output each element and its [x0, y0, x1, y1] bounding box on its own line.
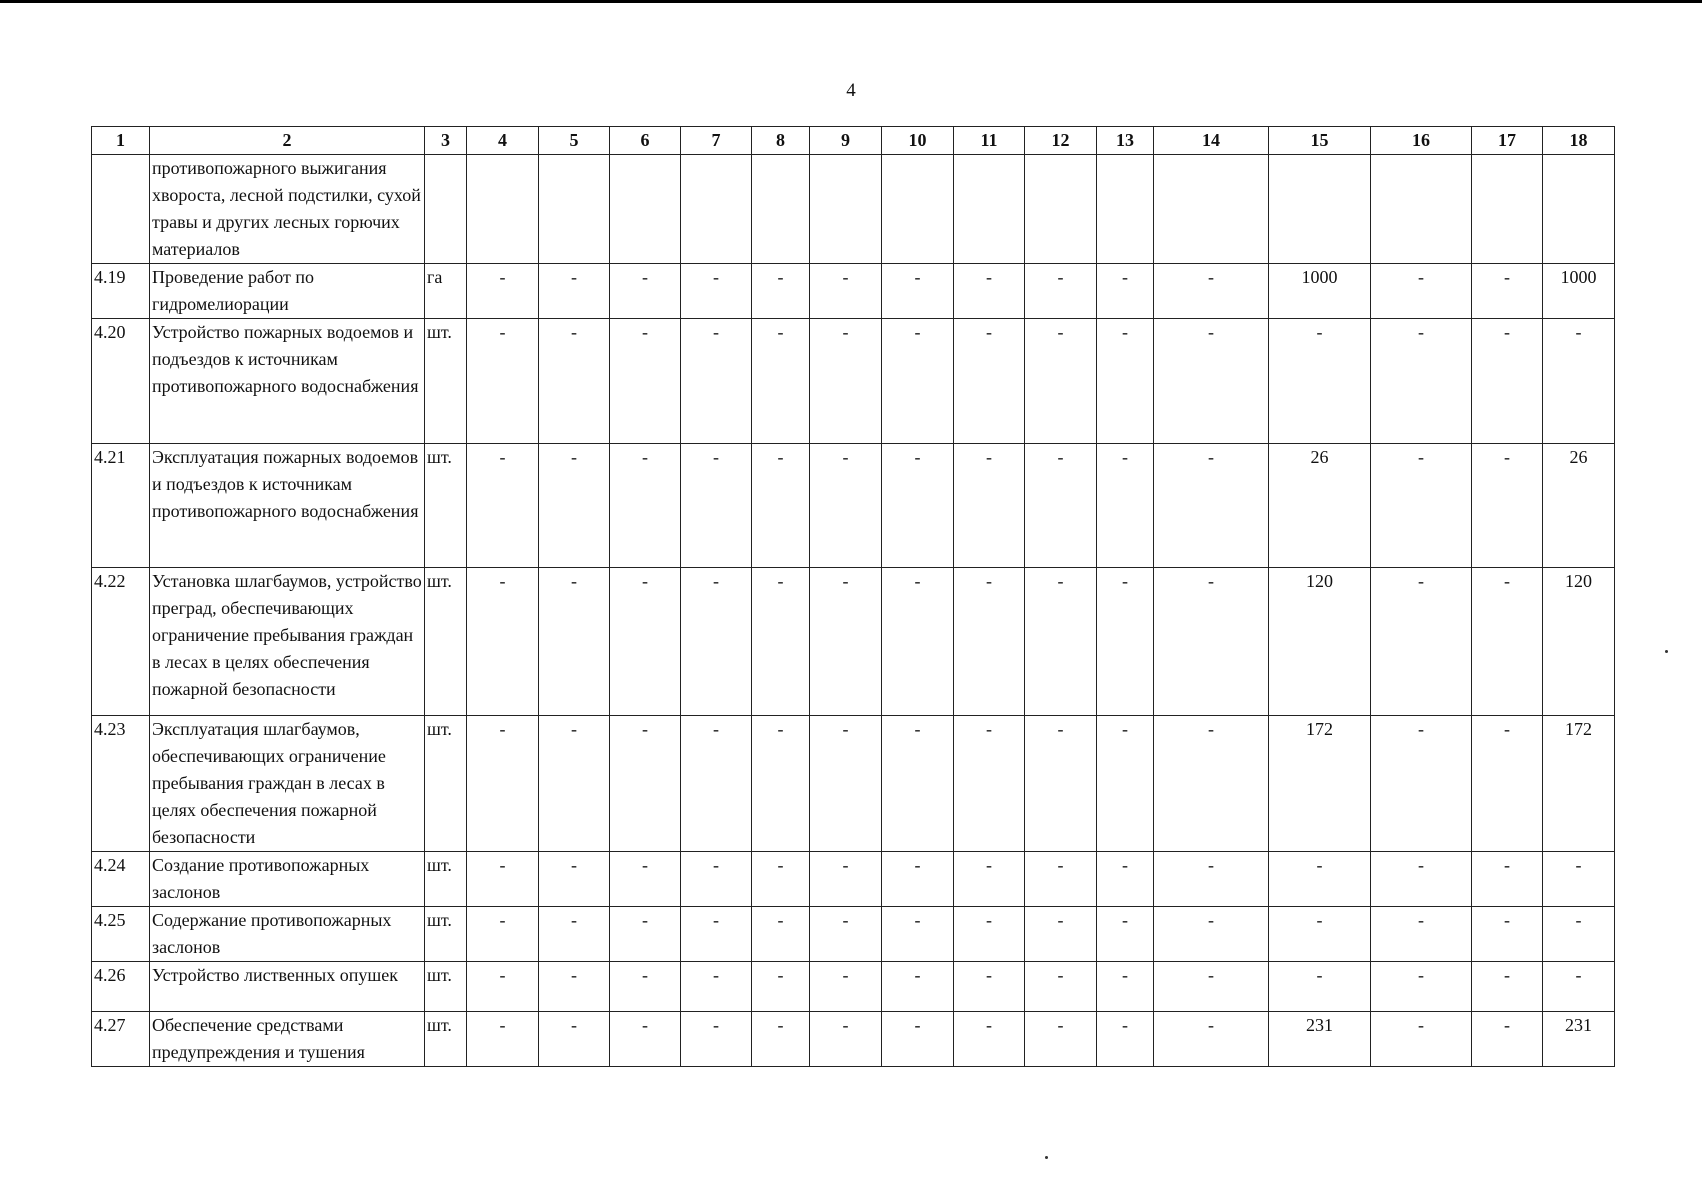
- value-cell-col-18: 231: [1543, 1012, 1615, 1067]
- value-cell-col-7: -: [681, 716, 752, 852]
- table-row: [92, 264, 1615, 319]
- value-cell-col-5: -: [539, 568, 610, 716]
- value-cell-col-4: [467, 155, 539, 264]
- value-cell-col-17: -: [1472, 319, 1543, 444]
- row-number: 4.26: [92, 962, 150, 1012]
- value-cell-col-5: -: [539, 962, 610, 1012]
- value-cell-col-9: -: [810, 319, 882, 444]
- value-cell-col-6: -: [610, 716, 681, 852]
- unit-cell: шт.: [425, 319, 467, 444]
- value-cell-col-4: -: [467, 1012, 539, 1067]
- value-cell-col-5: -: [539, 319, 610, 444]
- unit-cell: [425, 155, 467, 264]
- value-cell-col-6: -: [610, 264, 681, 319]
- unit-cell: шт.: [425, 907, 467, 962]
- row-number: 4.23: [92, 716, 150, 852]
- value-cell-col-13: -: [1097, 852, 1154, 907]
- value-cell-col-10: -: [882, 852, 954, 907]
- unit-cell: шт.: [425, 444, 467, 568]
- value-cell-col-6: -: [610, 319, 681, 444]
- table-row: [92, 852, 1615, 907]
- measure-name: Обеспечение средствами предупреждения и тушения: [150, 1012, 425, 1067]
- column-header-13: 13: [1097, 127, 1154, 155]
- value-cell-col-8: [752, 155, 810, 264]
- column-header-5: 5: [539, 127, 610, 155]
- value-cell-col-8: -: [752, 319, 810, 444]
- table-row: [92, 155, 1615, 264]
- value-cell-col-18: -: [1543, 907, 1615, 962]
- scan-speck: [1045, 1156, 1048, 1159]
- value-cell-col-11: -: [954, 962, 1025, 1012]
- value-cell-col-8: -: [752, 852, 810, 907]
- value-cell-col-14: -: [1154, 962, 1269, 1012]
- column-header-17: 17: [1472, 127, 1543, 155]
- value-cell-col-18: -: [1543, 962, 1615, 1012]
- measure-name: Содержание противопожарных заслонов: [150, 907, 425, 962]
- value-cell-col-7: -: [681, 568, 752, 716]
- value-cell-col-8: -: [752, 716, 810, 852]
- value-cell-col-9: -: [810, 264, 882, 319]
- value-cell-col-18: 1000: [1543, 264, 1615, 319]
- value-cell-col-13: -: [1097, 568, 1154, 716]
- unit-cell: шт.: [425, 962, 467, 1012]
- value-cell-col-11: -: [954, 907, 1025, 962]
- row-number: [92, 155, 150, 264]
- value-cell-col-6: -: [610, 444, 681, 568]
- value-cell-col-12: -: [1025, 962, 1097, 1012]
- scan-top-border: [0, 0, 1702, 3]
- value-cell-col-16: -: [1371, 852, 1472, 907]
- page-number: 4: [846, 80, 856, 101]
- unit-cell: шт.: [425, 716, 467, 852]
- column-header-12: 12: [1025, 127, 1097, 155]
- table-row: [92, 568, 1615, 716]
- value-cell-col-15: 231: [1269, 1012, 1371, 1067]
- value-cell-col-17: -: [1472, 568, 1543, 716]
- value-cell-col-6: -: [610, 852, 681, 907]
- value-cell-col-6: -: [610, 1012, 681, 1067]
- value-cell-col-7: -: [681, 319, 752, 444]
- value-cell-col-14: -: [1154, 319, 1269, 444]
- value-cell-col-9: -: [810, 716, 882, 852]
- measure-name: Эксплуатация пожарных водоемов и подъездов к источникам противопожарного водоснабжения: [150, 444, 425, 568]
- value-cell-col-5: [539, 155, 610, 264]
- value-cell-col-16: -: [1371, 444, 1472, 568]
- column-header-8: 8: [752, 127, 810, 155]
- value-cell-col-14: -: [1154, 852, 1269, 907]
- value-cell-col-12: -: [1025, 444, 1097, 568]
- value-cell-col-12: -: [1025, 1012, 1097, 1067]
- unit-cell: шт.: [425, 1012, 467, 1067]
- value-cell-col-18: 120: [1543, 568, 1615, 716]
- value-cell-col-11: -: [954, 444, 1025, 568]
- value-cell-col-15: -: [1269, 852, 1371, 907]
- measure-name: Устройство лиственных опушек: [150, 962, 425, 1012]
- table-row: [92, 907, 1615, 962]
- column-header-2: 2: [150, 127, 425, 155]
- value-cell-col-10: -: [882, 962, 954, 1012]
- value-cell-col-15: 26: [1269, 444, 1371, 568]
- value-cell-col-8: -: [752, 1012, 810, 1067]
- value-cell-col-9: [810, 155, 882, 264]
- measure-name: Создание противопожарных заслонов: [150, 852, 425, 907]
- table-row: [92, 1012, 1615, 1067]
- value-cell-col-10: -: [882, 907, 954, 962]
- value-cell-col-15: 1000: [1269, 264, 1371, 319]
- value-cell-col-4: -: [467, 319, 539, 444]
- table-row: [92, 962, 1615, 1012]
- value-cell-col-10: -: [882, 264, 954, 319]
- column-header-10: 10: [882, 127, 954, 155]
- value-cell-col-14: -: [1154, 264, 1269, 319]
- value-cell-col-8: -: [752, 907, 810, 962]
- value-cell-col-9: -: [810, 962, 882, 1012]
- row-number: 4.25: [92, 907, 150, 962]
- table-row: [92, 444, 1615, 568]
- value-cell-col-13: -: [1097, 907, 1154, 962]
- value-cell-col-17: -: [1472, 1012, 1543, 1067]
- value-cell-col-14: -: [1154, 568, 1269, 716]
- column-header-3: 3: [425, 127, 467, 155]
- column-header-14: 14: [1154, 127, 1269, 155]
- value-cell-col-7: -: [681, 907, 752, 962]
- value-cell-col-5: -: [539, 716, 610, 852]
- value-cell-col-18: [1543, 155, 1615, 264]
- value-cell-col-18: 26: [1543, 444, 1615, 568]
- value-cell-col-17: -: [1472, 716, 1543, 852]
- value-cell-col-5: -: [539, 444, 610, 568]
- value-cell-col-13: -: [1097, 264, 1154, 319]
- measure-name: противопожарного выжигания хвороста, лесной подстилки, сухой травы и других лесных горючих материалов: [150, 155, 425, 264]
- value-cell-col-14: -: [1154, 716, 1269, 852]
- value-cell-col-10: [882, 155, 954, 264]
- value-cell-col-5: -: [539, 852, 610, 907]
- value-cell-col-10: -: [882, 568, 954, 716]
- measure-name: Установка шлагбаумов, устройство преград, обеспечивающих ограничение пребывания граждан в лесах в целях обеспечения пожарной безопасности: [150, 568, 425, 716]
- value-cell-col-7: -: [681, 852, 752, 907]
- value-cell-col-4: -: [467, 852, 539, 907]
- table-row: [92, 716, 1615, 852]
- row-number: 4.27: [92, 1012, 150, 1067]
- value-cell-col-16: -: [1371, 568, 1472, 716]
- forest-fire-measures-table: [91, 126, 1615, 1067]
- value-cell-col-15: -: [1269, 907, 1371, 962]
- column-header-15: 15: [1269, 127, 1371, 155]
- value-cell-col-14: -: [1154, 444, 1269, 568]
- value-cell-col-17: [1472, 155, 1543, 264]
- value-cell-col-4: -: [467, 444, 539, 568]
- value-cell-col-8: -: [752, 264, 810, 319]
- value-cell-col-9: -: [810, 1012, 882, 1067]
- value-cell-col-12: -: [1025, 568, 1097, 716]
- column-header-7: 7: [681, 127, 752, 155]
- value-cell-col-7: -: [681, 444, 752, 568]
- measure-name: Проведение работ по гидромелиорации: [150, 264, 425, 319]
- value-cell-col-4: -: [467, 962, 539, 1012]
- unit-cell: шт.: [425, 852, 467, 907]
- value-cell-col-8: -: [752, 444, 810, 568]
- value-cell-col-17: -: [1472, 264, 1543, 319]
- value-cell-col-4: -: [467, 716, 539, 852]
- row-number: 4.24: [92, 852, 150, 907]
- unit-cell: га: [425, 264, 467, 319]
- value-cell-col-15: 120: [1269, 568, 1371, 716]
- value-cell-col-13: -: [1097, 1012, 1154, 1067]
- column-header-11: 11: [954, 127, 1025, 155]
- value-cell-col-13: -: [1097, 716, 1154, 852]
- value-cell-col-16: -: [1371, 264, 1472, 319]
- value-cell-col-9: -: [810, 852, 882, 907]
- value-cell-col-14: -: [1154, 907, 1269, 962]
- value-cell-col-18: -: [1543, 852, 1615, 907]
- value-cell-col-6: -: [610, 962, 681, 1012]
- column-header-9: 9: [810, 127, 882, 155]
- value-cell-col-15: -: [1269, 962, 1371, 1012]
- value-cell-col-18: -: [1543, 319, 1615, 444]
- value-cell-col-10: -: [882, 1012, 954, 1067]
- value-cell-col-7: -: [681, 1012, 752, 1067]
- unit-cell: шт.: [425, 568, 467, 716]
- value-cell-col-15: [1269, 155, 1371, 264]
- value-cell-col-17: -: [1472, 444, 1543, 568]
- value-cell-col-14: -: [1154, 1012, 1269, 1067]
- value-cell-col-4: -: [467, 907, 539, 962]
- table-row: [92, 319, 1615, 444]
- value-cell-col-6: [610, 155, 681, 264]
- value-cell-col-18: 172: [1543, 716, 1615, 852]
- value-cell-col-12: -: [1025, 264, 1097, 319]
- column-header-6: 6: [610, 127, 681, 155]
- value-cell-col-11: [954, 155, 1025, 264]
- column-header-4: 4: [467, 127, 539, 155]
- value-cell-col-4: -: [467, 264, 539, 319]
- value-cell-col-8: -: [752, 962, 810, 1012]
- value-cell-col-9: -: [810, 907, 882, 962]
- measure-name: Устройство пожарных водоемов и подъездов к источникам противопожарного водоснабжения: [150, 319, 425, 444]
- value-cell-col-16: -: [1371, 319, 1472, 444]
- value-cell-col-13: -: [1097, 444, 1154, 568]
- value-cell-col-17: -: [1472, 962, 1543, 1012]
- value-cell-col-7: -: [681, 962, 752, 1012]
- column-header-1: 1: [92, 127, 150, 155]
- measure-name: Эксплуатация шлагбаумов, обеспечивающих ограничение пребывания граждан в лесах в целях обеспечения пожарной безопасности: [150, 716, 425, 852]
- value-cell-col-11: -: [954, 1012, 1025, 1067]
- value-cell-col-17: -: [1472, 852, 1543, 907]
- value-cell-col-9: -: [810, 568, 882, 716]
- value-cell-col-5: -: [539, 264, 610, 319]
- table-header-row: [92, 127, 1615, 155]
- value-cell-col-10: -: [882, 319, 954, 444]
- value-cell-col-16: [1371, 155, 1472, 264]
- value-cell-col-12: [1025, 155, 1097, 264]
- column-header-16: 16: [1371, 127, 1472, 155]
- value-cell-col-14: [1154, 155, 1269, 264]
- value-cell-col-12: -: [1025, 716, 1097, 852]
- value-cell-col-16: -: [1371, 962, 1472, 1012]
- value-cell-col-15: -: [1269, 319, 1371, 444]
- row-number: 4.19: [92, 264, 150, 319]
- value-cell-col-16: -: [1371, 1012, 1472, 1067]
- value-cell-col-12: -: [1025, 319, 1097, 444]
- value-cell-col-7: -: [681, 264, 752, 319]
- value-cell-col-8: -: [752, 568, 810, 716]
- row-number: 4.22: [92, 568, 150, 716]
- value-cell-col-15: 172: [1269, 716, 1371, 852]
- value-cell-col-5: -: [539, 907, 610, 962]
- value-cell-col-16: -: [1371, 716, 1472, 852]
- scan-speck: [1665, 650, 1668, 653]
- value-cell-col-10: -: [882, 716, 954, 852]
- value-cell-col-11: -: [954, 852, 1025, 907]
- value-cell-col-13: -: [1097, 319, 1154, 444]
- value-cell-col-13: -: [1097, 962, 1154, 1012]
- value-cell-col-13: [1097, 155, 1154, 264]
- value-cell-col-5: -: [539, 1012, 610, 1067]
- value-cell-col-10: -: [882, 444, 954, 568]
- value-cell-col-9: -: [810, 444, 882, 568]
- value-cell-col-11: -: [954, 568, 1025, 716]
- column-header-18: 18: [1543, 127, 1615, 155]
- value-cell-col-6: -: [610, 907, 681, 962]
- row-number: 4.21: [92, 444, 150, 568]
- value-cell-col-11: -: [954, 716, 1025, 852]
- value-cell-col-11: -: [954, 319, 1025, 444]
- value-cell-col-6: -: [610, 568, 681, 716]
- table-body: [92, 155, 1615, 1067]
- value-cell-col-12: -: [1025, 852, 1097, 907]
- value-cell-col-12: -: [1025, 907, 1097, 962]
- value-cell-col-11: -: [954, 264, 1025, 319]
- value-cell-col-16: -: [1371, 907, 1472, 962]
- value-cell-col-4: -: [467, 568, 539, 716]
- value-cell-col-17: -: [1472, 907, 1543, 962]
- value-cell-col-7: [681, 155, 752, 264]
- row-number: 4.20: [92, 319, 150, 444]
